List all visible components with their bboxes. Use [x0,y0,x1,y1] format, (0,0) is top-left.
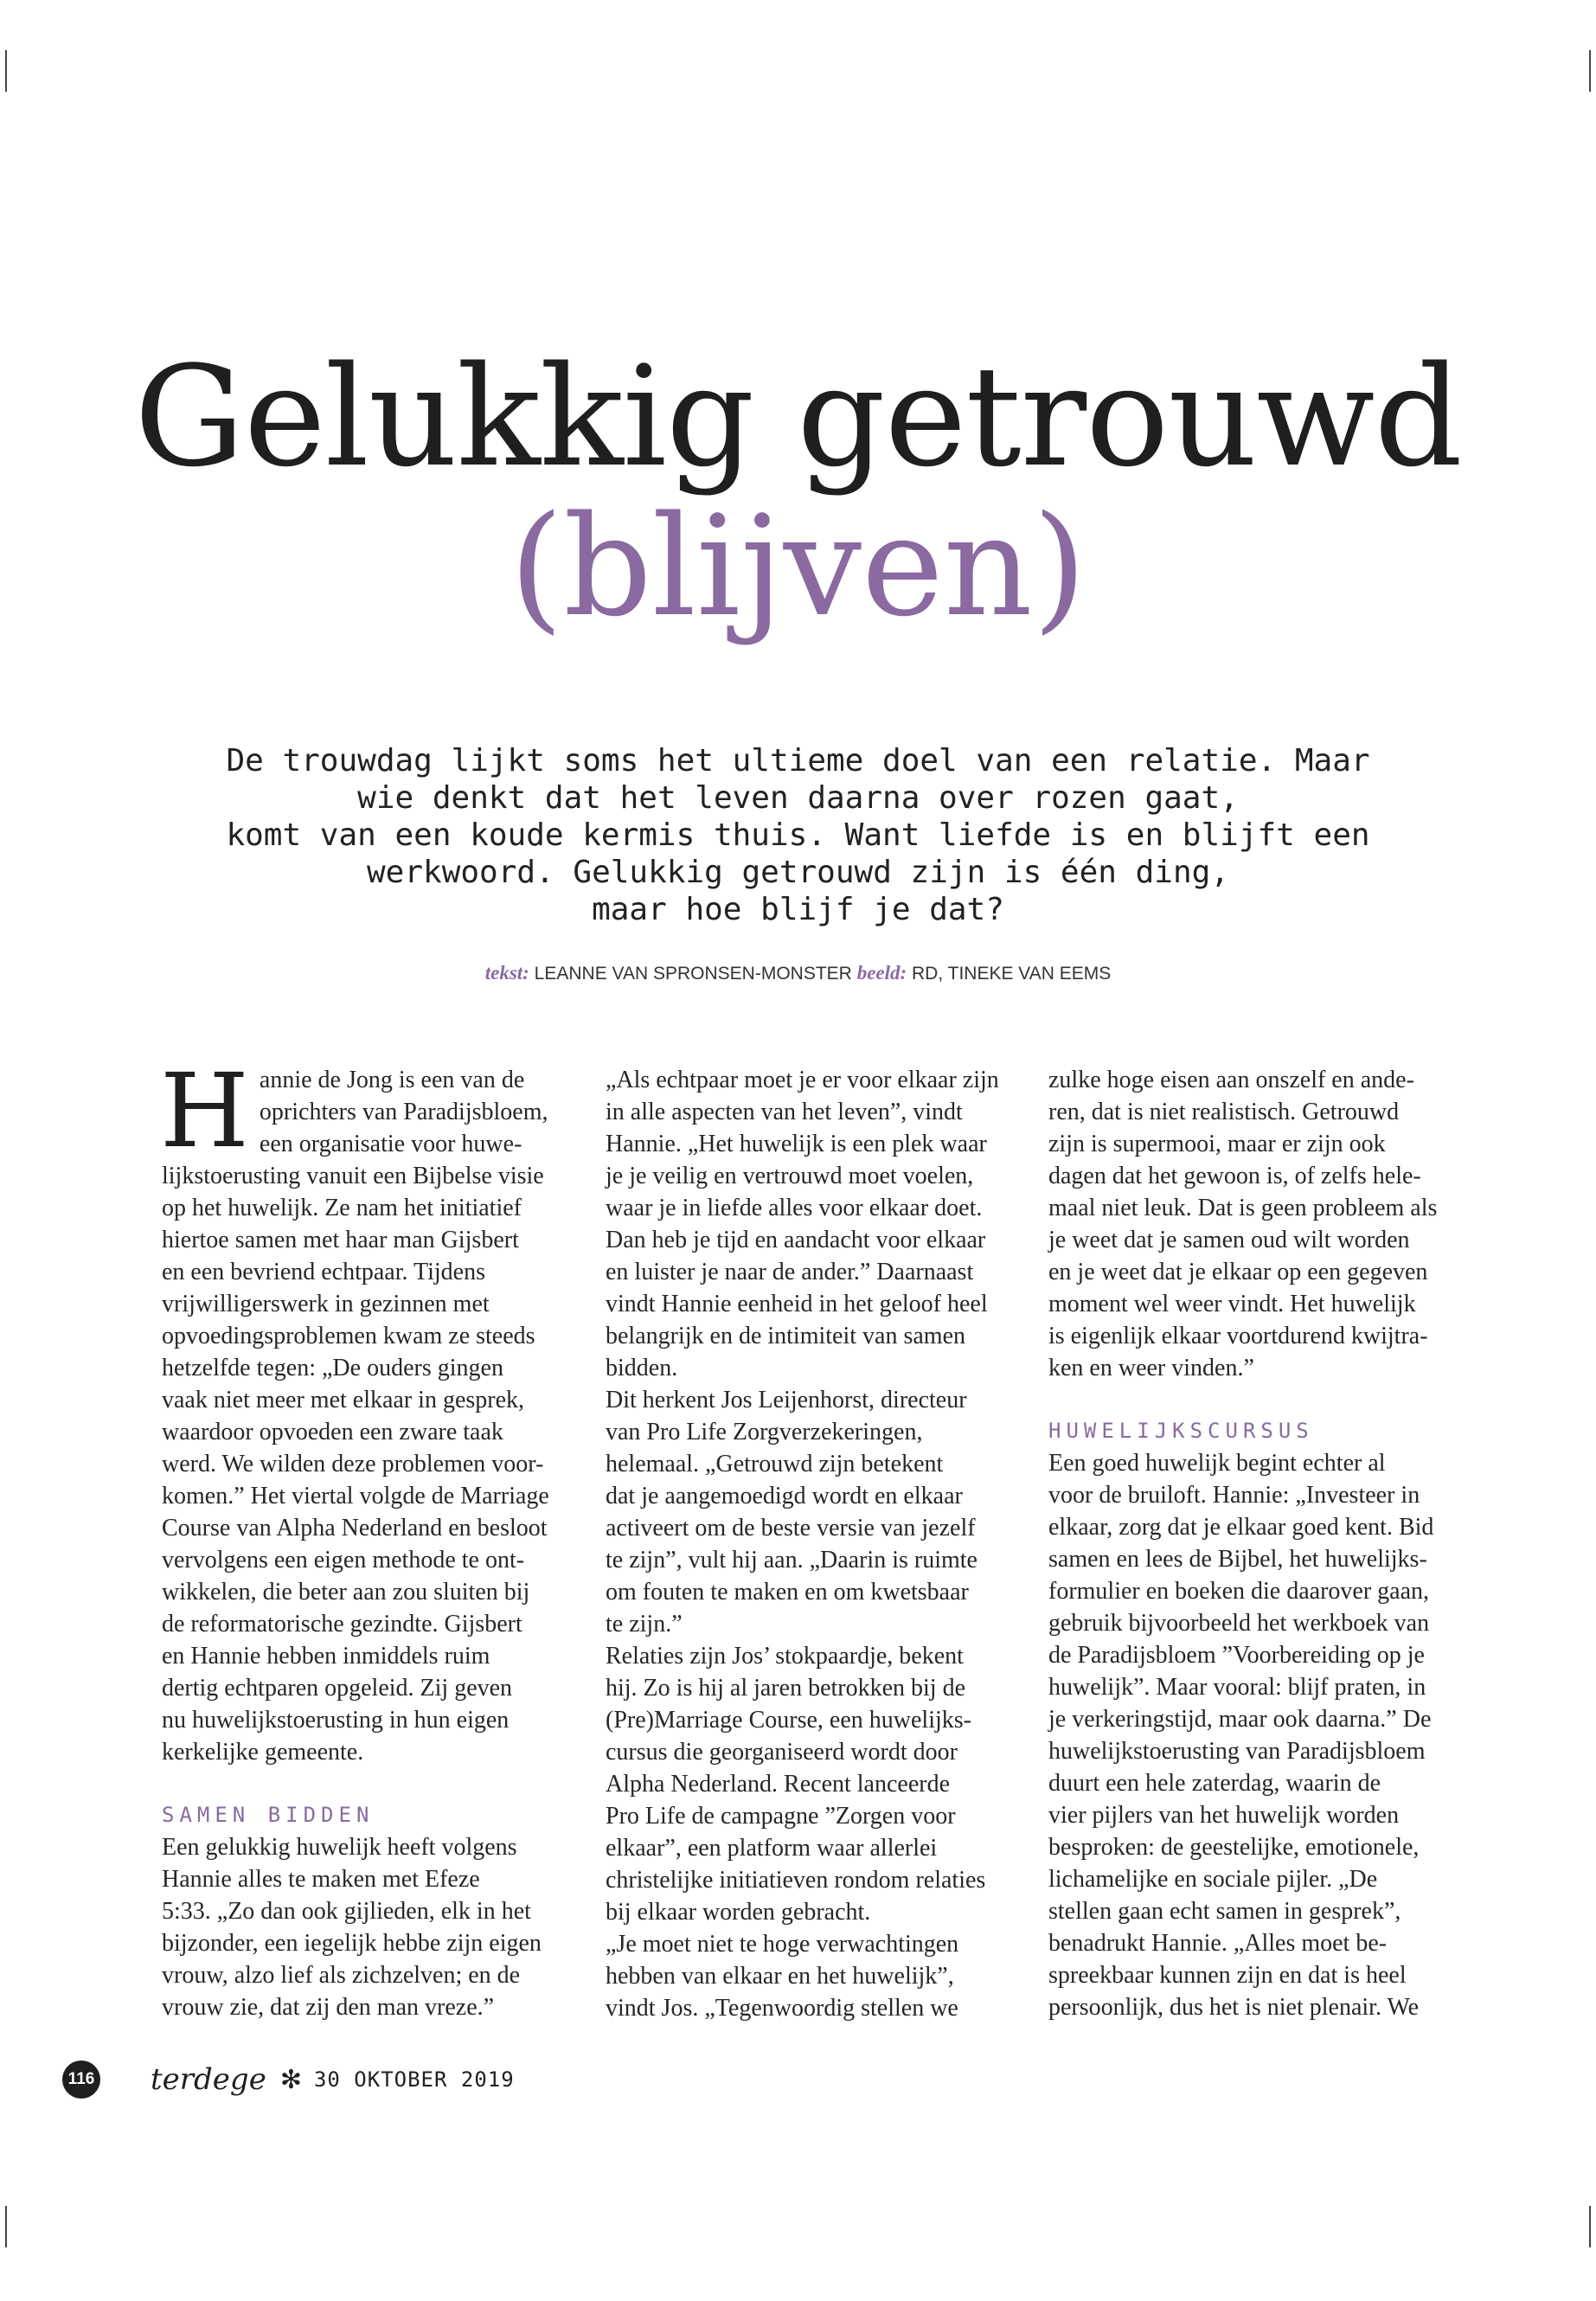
text-line: (Pre)Marriage Course, een huwelijks- [606,1707,971,1734]
text-credit-name: LEANNE VAN SPRONSEN-MONSTER [534,964,852,984]
text-line: ren, dat is niet realistisch. Getrouwd [1048,1099,1400,1125]
text-line: helemaal. „Getrouwd zijn betekent [606,1451,944,1477]
article-title: Gelukkig getrouwd [134,336,1462,497]
text-line: om fouten te maken en om kwetsbaar [606,1579,969,1606]
image-credit-label: beeld: [856,962,907,984]
page-footer [62,2061,515,2099]
text-line: werd. We wilden deze problemen voor- [162,1451,544,1477]
text-line: en je weet dat je elkaar op een gegeven [1048,1259,1428,1285]
article-title-sub: (blijven) [509,485,1087,647]
text-line: in alle aspecten van het leven”, vindt [606,1099,963,1125]
text-line: en een bevriend echtpaar. Tijdens [162,1259,486,1285]
text-line: stellen gaan echt samen in gesprek”, [1048,1898,1401,1925]
text-line: en luister je naar de ander.” Daarnaast [606,1259,974,1285]
text-line: formulier en boeken die daarover gaan, [1048,1578,1430,1605]
text-line: maal niet leuk. Dat is geen probleem als [1048,1195,1438,1221]
text-line: de Paradijsbloem ”Voorbereiding op je [1048,1642,1425,1669]
text-line: een organisatie voor huwe- [259,1131,522,1157]
text-line: Course van Alpha Nederland en besloot [162,1515,548,1541]
column-1 [160,1051,577,2023]
text-line: Dan heb je tijd en aandacht voor elkaar [606,1227,986,1253]
text-line: dagen dat het gewoon is, of zelfs hele- [1048,1163,1421,1189]
magazine-name: terdege [151,2062,266,2097]
text-line: „Je moet niet te hoge verwachtingen [606,1931,959,1958]
intro-line: wie denkt dat het leven daarna over rozen gaat, [357,780,1239,816]
text-line: lichamelijke en sociale pijler. „De [1048,1866,1378,1893]
text-line: voor de bruiloft. Hannie: „Investeer in [1048,1482,1420,1509]
issue-date: 30 OKTOBER 2019 [313,2067,515,2092]
text-line: oprichters van Paradijsbloem, [259,1099,548,1125]
subheading-samen-bidden: SAMEN BIDDEN [162,1803,375,1827]
crop-mark-bottom-left [5,2206,7,2247]
text-credit-label: tekst: [484,962,529,984]
text-line: persoonlijk, dus het is niet plenair. We [1048,1994,1420,2021]
text-line: Een goed huwelijk begint echter al [1048,1450,1386,1477]
text-line: vier pijlers van het huwelijk worden [1048,1802,1400,1829]
text-line: bijzonder, een iegelijk hebbe zijn eigen [162,1930,542,1957]
text-line: vrouw, alzo lief als zichzelven; en de [162,1962,521,1989]
intro-line: maar hoe blijf je dat? [592,892,1004,927]
column-3-body-after-heading [1048,1447,1464,2023]
text-line: moment wel weer vindt. Het huwelijk [1048,1291,1416,1317]
text-line: besproken: de geestelijke, emotionele, [1048,1834,1420,1861]
subheading-huwelijkscursus: HUWELIJKSCURSUS [1048,1419,1314,1443]
text-line: komen.” Het viertal volgde de Marriage [162,1483,549,1509]
intro-line: komt van een koude kermis thuis. Want liefde is en blijft een [226,817,1370,853]
text-line: hiertoe samen met haar man Gijsbert [162,1227,519,1253]
byline [0,962,1596,984]
text-line: zulke hoge eisen aan onszelf en ande- [1048,1067,1414,1093]
text-line: „Als echtpaar moet je er voor elkaar zijn [606,1067,999,1093]
text-line: bidden. [606,1355,678,1381]
text-line: opvoedingsproblemen kwam ze steeds [162,1323,535,1349]
text-line: vrouw zie, dat zij den man vreze.” [162,1994,495,2021]
asterisk-icon: ✻ [279,2064,302,2095]
text-line: Dit herkent Jos Leijenhorst, directeur [606,1387,967,1413]
text-line: wikkelen, die beter aan zou sluiten bij [162,1579,530,1606]
drop-cap: H [160,1051,249,1170]
text-line: en Hannie hebben inmiddels ruim [162,1643,490,1670]
text-line: Hannie alles te maken met Efeze [162,1866,480,1893]
text-line: 5:33. „Zo dan ook gijlieden, elk in het [162,1898,531,1925]
image-credit-name: RD, TINEKE VAN EEMS [912,964,1112,984]
text-line: kerkelijke gemeente. [162,1739,364,1766]
text-line: belangrijk en de intimiteit van samen [606,1323,965,1349]
text-line: Alpha Nederland. Recent lanceerde [606,1771,951,1798]
text-line: annie de Jong is een van de [259,1067,525,1093]
text-line: spreekbaar kunnen zijn en dat is heel [1048,1962,1407,1989]
text-line: vindt Hannie eenheid in het geloof heel [606,1291,988,1317]
text-line: ken en weer vinden.” [1048,1355,1254,1381]
text-line: Relaties zijn Jos’ stokpaardje, bekent [606,1643,964,1670]
text-line: christelijke initiatieven rondom relaties [606,1867,986,1894]
crop-mark-top-left [5,50,7,92]
text-line: samen en lees de Bijbel, het huwelijks- [1048,1546,1427,1573]
column-2-body [606,1064,1021,2024]
column-3 [1048,1064,1464,2023]
text-line: dat je aangemoedigd wordt en elkaar [606,1483,963,1509]
text-line: je je veilig en vertrouwd moet voelen, [606,1163,974,1189]
intro-line: werkwoord. Gelukkig getrouwd zijn is één ding, [367,855,1229,890]
intro-paragraph [225,742,1371,928]
text-line: gebruik bijvoorbeeld het werkboek van [1048,1610,1430,1637]
column-2 [606,1064,1021,2024]
text-line: zijn is supermooi, maar er zijn ook [1048,1131,1386,1157]
column-3-body [1048,1064,1464,1384]
text-line: activeert om de beste versie van jezelf [606,1515,976,1541]
page-number: 116 [62,2061,100,2099]
text-line: elkaar, zorg dat je elkaar goed kent. Bid [1048,1514,1434,1541]
text-line: je verkeringstijd, maar ook daarna.” De [1048,1706,1432,1733]
text-line: waardoor opvoeden een zware taak [162,1419,503,1445]
text-line: hebben van elkaar en het huwelijk”, [606,1963,954,1990]
text-line: hetzelfde tegen: „De ouders gingen [162,1355,503,1381]
text-line: dertig echtparen opgeleid. Zij geven [162,1675,513,1702]
text-line: bij elkaar worden gebracht. [606,1899,871,1926]
text-line: Pro Life de campagne ”Zorgen voor [606,1803,956,1830]
text-line: op het huwelijk. Ze nam het initiatief [162,1195,522,1221]
text-line: huwelijkstoerusting van Paradijsbloem [1048,1738,1426,1765]
text-line: waar je in liefde alles voor elkaar doet. [606,1195,983,1221]
text-line: lijkstoerusting vanuit een Bijbelse visie [162,1163,544,1189]
text-line: de reformatorische gezindte. Gijsbert [162,1611,522,1638]
text-line: benadrukt Hannie. „Alles moet be- [1048,1930,1388,1957]
text-line: vervolgens een eigen methode te ont- [162,1547,525,1574]
text-line: je weet dat je samen oud wilt worden [1048,1227,1410,1253]
text-line: duurt een hele zaterdag, waarin de [1048,1770,1381,1797]
text-line: vaak niet meer met elkaar in gesprek, [162,1387,525,1413]
text-line: nu huwelijkstoerusting in hun eigen [162,1707,510,1734]
column-1-body [162,1160,577,1768]
text-line: van Pro Life Zorgverzekeringen, [606,1419,923,1445]
text-line: huwelijk”. Maar vooral: blijf praten, in [1048,1674,1426,1701]
crop-mark-top-right [1589,50,1591,92]
text-line: Hannie. „Het huwelijk is een plek waar [606,1131,987,1157]
text-line: te zijn.” [606,1611,683,1638]
column-1-body-after-heading [162,1831,577,2023]
text-line: hij. Zo is hij al jaren betrokken bij de [606,1675,966,1702]
text-line: elkaar”, een platform waar allerlei [606,1835,938,1862]
text-line: vindt Jos. „Tegenwoordig stellen we [606,1995,958,2022]
text-line: te zijn”, vult hij aan. „Daarin is ruimte [606,1547,977,1574]
text-line: is eigenlijk elkaar voortdurend kwijtra- [1048,1323,1428,1349]
text-line: vrijwilligerswerk in gezinnen met [162,1291,490,1317]
intro-line: De trouwdag lijkt soms het ultieme doel van een relatie. Maar [226,743,1370,779]
text-line: Een gelukkig huwelijk heeft volgens [162,1834,517,1861]
crop-mark-bottom-right [1589,2206,1591,2247]
text-line: cursus die georganiseerd wordt door [606,1739,958,1766]
